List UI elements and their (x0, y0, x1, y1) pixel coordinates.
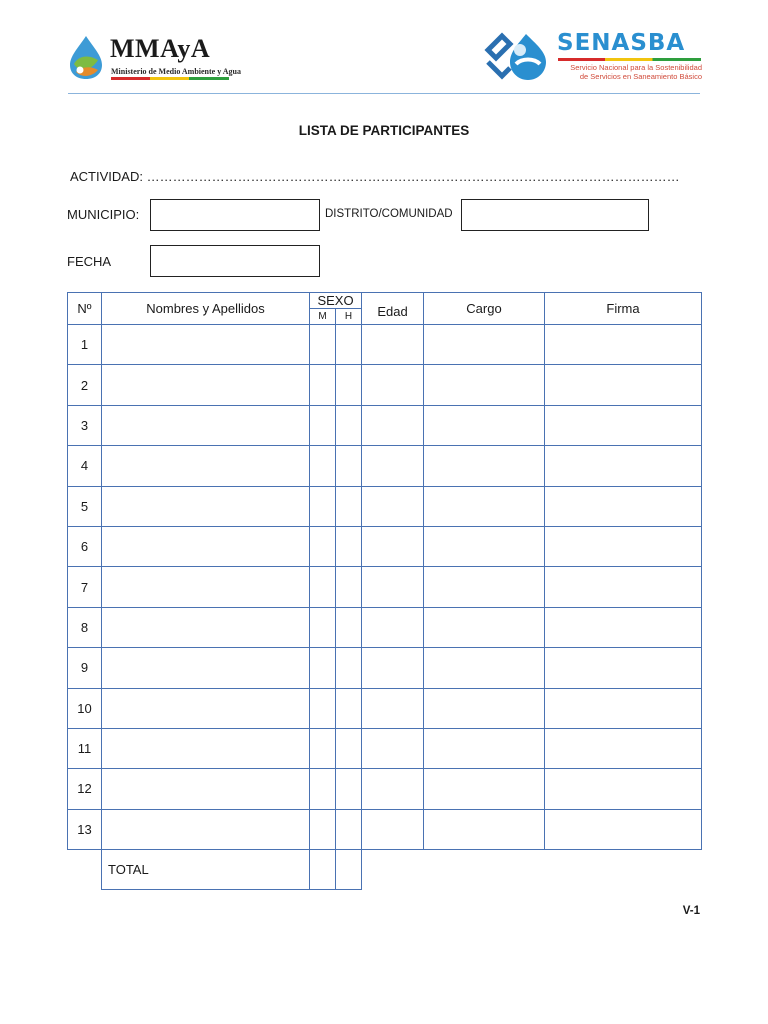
sexo-h-cell[interactable] (336, 446, 362, 486)
cargo-cell[interactable] (424, 567, 545, 607)
table-row (68, 446, 702, 486)
distrito-input[interactable] (461, 199, 649, 231)
edad-cell[interactable] (362, 405, 424, 445)
firma-cell[interactable] (545, 567, 702, 607)
edad-cell[interactable] (362, 648, 424, 688)
sexo-h-cell[interactable] (336, 728, 362, 768)
row-number: 13 (68, 809, 102, 849)
nombre-cell[interactable] (102, 526, 310, 566)
row-number: 6 (68, 526, 102, 566)
firma-cell[interactable] (545, 769, 702, 809)
sexo-h-cell[interactable] (336, 688, 362, 728)
senasba-subtitle-line2: de Servicios en Saneamiento Básico (579, 72, 702, 81)
row-number: 12 (68, 769, 102, 809)
sexo-h-cell[interactable] (336, 325, 362, 365)
table-row (68, 728, 702, 768)
edad-cell[interactable] (362, 607, 424, 647)
sexo-m-cell[interactable] (310, 607, 336, 647)
nombre-cell[interactable] (102, 809, 310, 849)
sexo-m-cell[interactable] (310, 526, 336, 566)
edad-cell[interactable] (362, 526, 424, 566)
firma-cell[interactable] (545, 486, 702, 526)
sexo-h-cell[interactable] (336, 607, 362, 647)
nombre-cell[interactable] (102, 405, 310, 445)
row-number: 7 (68, 567, 102, 607)
total-h-cell[interactable] (336, 850, 362, 890)
nombre-cell[interactable] (102, 688, 310, 728)
firma-cell[interactable] (545, 648, 702, 688)
table-row (68, 526, 702, 566)
edad-cell[interactable] (362, 728, 424, 768)
nombre-cell[interactable] (102, 446, 310, 486)
edad-cell[interactable] (362, 365, 424, 405)
municipio-input[interactable] (150, 199, 320, 231)
sexo-h-cell[interactable] (336, 809, 362, 849)
header-h: H (336, 309, 362, 325)
table-row (68, 486, 702, 526)
total-m-cell[interactable] (310, 850, 336, 890)
cargo-cell[interactable] (424, 648, 545, 688)
sexo-m-cell[interactable] (310, 728, 336, 768)
table-row (68, 688, 702, 728)
firma-cell[interactable] (545, 325, 702, 365)
sexo-h-cell[interactable] (336, 567, 362, 607)
row-number: 3 (68, 405, 102, 445)
cargo-cell[interactable] (424, 526, 545, 566)
firma-cell[interactable] (545, 526, 702, 566)
edad-cell[interactable] (362, 769, 424, 809)
edad-cell[interactable] (362, 486, 424, 526)
cargo-cell[interactable] (424, 486, 545, 526)
nombre-cell[interactable] (102, 365, 310, 405)
cargo-cell[interactable] (424, 325, 545, 365)
firma-cell[interactable] (545, 607, 702, 647)
table-row (68, 567, 702, 607)
header-no: Nº (68, 293, 102, 325)
total-spacer (362, 850, 702, 890)
nombre-cell[interactable] (102, 648, 310, 688)
cargo-cell[interactable] (424, 688, 545, 728)
total-spacer (68, 850, 102, 890)
nombre-cell[interactable] (102, 486, 310, 526)
edad-cell[interactable] (362, 809, 424, 849)
mmaya-logo (68, 34, 241, 84)
sexo-m-cell[interactable] (310, 446, 336, 486)
cargo-cell[interactable] (424, 769, 545, 809)
mmaya-logo-name: MMAyA (110, 34, 211, 63)
distrito-label: DISTRITO/COMUNIDAD (325, 208, 453, 220)
header-nombres: Nombres y Apellidos (102, 293, 310, 325)
mmaya-logo-subtitle: Ministerio de Medio Ambiente y Agua (111, 67, 241, 76)
fecha-label: FECHA (67, 254, 112, 269)
sexo-m-cell[interactable] (310, 688, 336, 728)
participants-table (67, 292, 702, 890)
nombre-cell[interactable] (102, 325, 310, 365)
row-number: 11 (68, 728, 102, 768)
edad-cell[interactable] (362, 446, 424, 486)
sexo-h-cell[interactable] (336, 405, 362, 445)
sexo-m-cell[interactable] (310, 567, 336, 607)
edad-cell[interactable] (362, 567, 424, 607)
table-row (68, 325, 702, 365)
header-cargo: Cargo (424, 293, 545, 325)
sexo-h-cell[interactable] (336, 769, 362, 809)
table-row (68, 405, 702, 445)
sexo-h-cell[interactable] (336, 526, 362, 566)
cargo-cell[interactable] (424, 607, 545, 647)
sexo-m-cell[interactable] (310, 809, 336, 849)
water-drop-leaf-icon (68, 34, 104, 80)
cargo-cell[interactable] (424, 446, 545, 486)
pipe-drop-icon (480, 28, 556, 84)
row-number: 8 (68, 607, 102, 647)
sexo-m-cell[interactable] (310, 648, 336, 688)
sexo-h-cell[interactable] (336, 486, 362, 526)
senasba-logo-name: SENASBA (557, 30, 686, 56)
sexo-m-cell[interactable] (310, 365, 336, 405)
sexo-m-cell[interactable] (310, 405, 336, 445)
table-row (68, 809, 702, 849)
row-number: 10 (68, 688, 102, 728)
row-number: 5 (68, 486, 102, 526)
firma-cell[interactable] (545, 446, 702, 486)
firma-cell[interactable] (545, 728, 702, 768)
header-firma: Firma (545, 293, 702, 325)
header-edad: Edad (362, 293, 424, 325)
sexo-m-cell[interactable] (310, 325, 336, 365)
version-label: V-1 (682, 905, 700, 917)
header-sexo: SEXO (310, 293, 362, 309)
header-m: M (310, 309, 336, 325)
sexo-h-cell[interactable] (336, 648, 362, 688)
table-row (68, 365, 702, 405)
page-title: LISTA DE PARTICIPANTES (298, 123, 470, 138)
header-divider (68, 93, 700, 94)
senasba-logo (480, 28, 702, 84)
table-row (68, 607, 702, 647)
table-row (68, 769, 702, 809)
senasba-subtitle-line1: Servicio Nacional para la Sostenibilidad (570, 63, 702, 72)
actividad-field[interactable]: ACTIVIDAD: …………………………………………………………………………………………………………… (70, 169, 680, 184)
sexo-m-cell[interactable] (310, 769, 336, 809)
row-number: 2 (68, 365, 102, 405)
cargo-cell[interactable] (424, 809, 545, 849)
total-row (68, 850, 702, 890)
table-header-row (68, 293, 702, 309)
fecha-input[interactable] (150, 245, 320, 277)
edad-cell[interactable] (362, 325, 424, 365)
flag-stripe (558, 58, 701, 61)
nombre-cell[interactable] (102, 607, 310, 647)
firma-cell[interactable] (545, 365, 702, 405)
total-label: TOTAL (102, 850, 310, 890)
cargo-cell[interactable] (424, 405, 545, 445)
municipio-label: MUNICIPIO: (67, 207, 140, 222)
nombre-cell[interactable] (102, 769, 310, 809)
row-number: 9 (68, 648, 102, 688)
row-number: 4 (68, 446, 102, 486)
row-number: 1 (68, 325, 102, 365)
firma-cell[interactable] (545, 809, 702, 849)
firma-cell[interactable] (545, 688, 702, 728)
edad-cell[interactable] (362, 688, 424, 728)
table-row (68, 648, 702, 688)
nombre-cell[interactable] (102, 567, 310, 607)
cargo-cell[interactable] (424, 728, 545, 768)
flag-stripe (111, 77, 229, 80)
sexo-m-cell[interactable] (310, 486, 336, 526)
cargo-cell[interactable] (424, 365, 545, 405)
sexo-h-cell[interactable] (336, 365, 362, 405)
nombre-cell[interactable] (102, 728, 310, 768)
firma-cell[interactable] (545, 405, 702, 445)
